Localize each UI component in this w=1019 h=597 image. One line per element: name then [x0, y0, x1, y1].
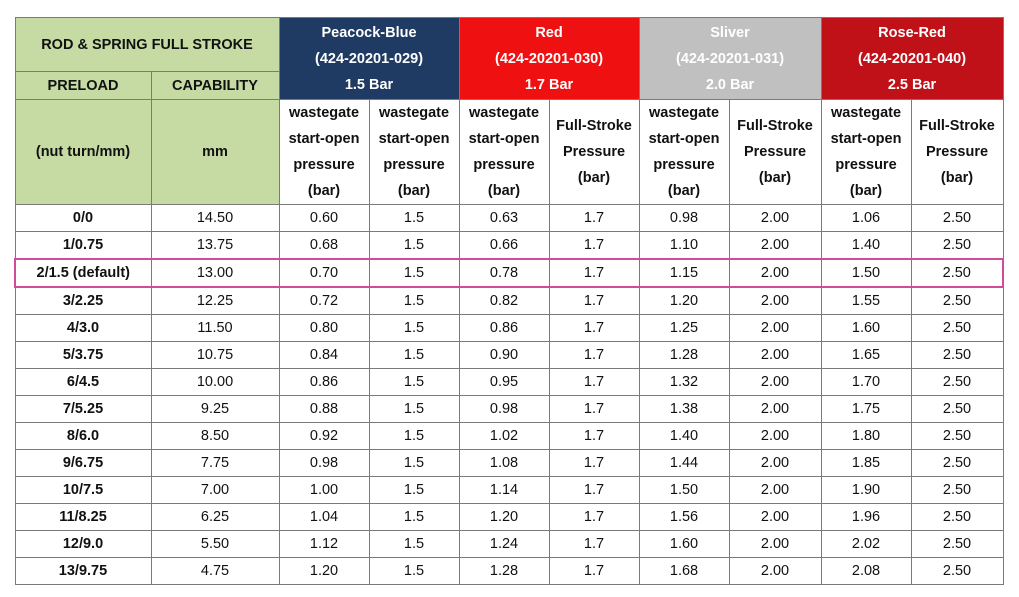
sub-header-line: Pressure: [743, 144, 807, 160]
table-row: [15, 396, 1003, 423]
group-name: Peacock-Blue: [321, 24, 417, 41]
pressure-cell: 1.20: [279, 558, 369, 585]
pressure-cell: 1.32: [639, 369, 729, 396]
pressure-cell: 0.72: [279, 287, 369, 315]
group-header-red: [459, 18, 639, 100]
sub-header: [279, 100, 369, 205]
pressure-cell: 1.65: [821, 342, 911, 369]
pressure-cell: 0.82: [459, 287, 549, 315]
capability-cell: 12.25: [151, 287, 279, 315]
preload-cell: 13/9.75: [15, 558, 151, 585]
pressure-cell: 2.50: [911, 259, 1003, 287]
sub-header-line: Pressure: [562, 144, 626, 160]
preload-cell: 8/6.0: [15, 423, 151, 450]
pressure-cell: 2.00: [729, 205, 821, 232]
table-row: [15, 315, 1003, 342]
pressure-cell: 0.60: [279, 205, 369, 232]
pressure-cell: 0.98: [639, 205, 729, 232]
preload-cell: 3/2.25: [15, 287, 151, 315]
sub-header: [821, 100, 911, 205]
pressure-cell: 1.50: [821, 259, 911, 287]
pressure-cell: 1.7: [549, 423, 639, 450]
group-bar: 1.5 Bar: [344, 76, 394, 93]
sub-header-line: Full-Stroke: [737, 118, 813, 134]
pressure-cell: 1.5: [369, 396, 459, 423]
pressure-cell: 1.7: [549, 259, 639, 287]
pressure-cell: 1.15: [639, 259, 729, 287]
preload-cell: 0/0: [15, 205, 151, 232]
pressure-cell: 2.50: [911, 396, 1003, 423]
pressure-cell: 1.40: [821, 232, 911, 260]
table-row-default: [15, 259, 1003, 287]
pressure-cell: 1.5: [369, 315, 459, 342]
table-row: [15, 205, 1003, 232]
col-preload-header: PRELOAD: [15, 72, 151, 100]
table-row: [15, 450, 1003, 477]
pressure-cell: 2.50: [911, 287, 1003, 315]
pressure-cell: 1.14: [459, 477, 549, 504]
pressure-cell: 2.50: [911, 423, 1003, 450]
unit-capability: mm: [151, 100, 279, 205]
pressure-cell: 2.50: [911, 558, 1003, 585]
sub-header-line: Full-Stroke: [919, 118, 995, 134]
capability-cell: 7.00: [151, 477, 279, 504]
pressure-cell: 1.5: [369, 558, 459, 585]
pressure-cell: 1.44: [639, 450, 729, 477]
sub-header: [369, 100, 459, 205]
pressure-cell: 1.60: [639, 531, 729, 558]
pressure-cell: 0.98: [459, 396, 549, 423]
group-name: Rose-Red: [878, 24, 946, 41]
pressure-cell: 2.00: [729, 259, 821, 287]
pressure-cell: 1.25: [639, 315, 729, 342]
pressure-cell: 1.7: [549, 396, 639, 423]
preload-cell: 7/5.25: [15, 396, 151, 423]
sub-header-line: Full-Stroke: [556, 118, 632, 134]
pressure-cell: 1.55: [821, 287, 911, 315]
sub-header: [729, 100, 821, 205]
group-bar: 2.5 Bar: [887, 76, 937, 93]
pressure-cell: 2.00: [729, 423, 821, 450]
pressure-cell: 2.50: [911, 531, 1003, 558]
pressure-cell: 1.20: [459, 504, 549, 531]
sub-header-line: pressure: [293, 157, 355, 173]
pressure-cell: 0.80: [279, 315, 369, 342]
pressure-cell: 1.7: [549, 558, 639, 585]
pressure-cell: 2.08: [821, 558, 911, 585]
pressure-cell: 0.86: [459, 315, 549, 342]
pressure-cell: 2.00: [729, 287, 821, 315]
pressure-cell: 1.7: [549, 450, 639, 477]
preload-cell: 12/9.0: [15, 531, 151, 558]
pressure-cell: 1.5: [369, 232, 459, 260]
pressure-cell: 2.00: [729, 369, 821, 396]
sub-header-line: wastegate: [468, 105, 540, 121]
pressure-cell: 0.63: [459, 205, 549, 232]
pressure-cell: 1.10: [639, 232, 729, 260]
pressure-cell: 1.70: [821, 369, 911, 396]
pressure-cell: 1.5: [369, 504, 459, 531]
sub-header-line: wastegate: [648, 105, 720, 121]
sub-header-line: wastegate: [378, 105, 450, 121]
spec-table-container: [14, 17, 1004, 585]
sub-header-line: (bar): [397, 183, 431, 199]
capability-cell: 4.75: [151, 558, 279, 585]
pressure-cell: 1.85: [821, 450, 911, 477]
table-body: [15, 205, 1003, 585]
pressure-cell: 2.50: [911, 342, 1003, 369]
pressure-cell: 2.50: [911, 477, 1003, 504]
group-header-rose-red: [821, 18, 1003, 100]
pressure-cell: 2.50: [911, 205, 1003, 232]
pressure-cell: 2.00: [729, 531, 821, 558]
capability-cell: 10.75: [151, 342, 279, 369]
pressure-cell: 1.38: [639, 396, 729, 423]
sub-header-line: start-open: [830, 131, 902, 147]
table-row: [15, 558, 1003, 585]
pressure-cell: 0.88: [279, 396, 369, 423]
sub-header-line: pressure: [473, 157, 535, 173]
pressure-cell: 1.06: [821, 205, 911, 232]
pressure-cell: 2.00: [729, 315, 821, 342]
preload-cell: 5/3.75: [15, 342, 151, 369]
capability-cell: 8.50: [151, 423, 279, 450]
pressure-cell: 1.12: [279, 531, 369, 558]
sub-header-line: (bar): [849, 183, 883, 199]
pressure-cell: 1.5: [369, 342, 459, 369]
group-header-peacock-blue: [279, 18, 459, 100]
capability-cell: 13.75: [151, 232, 279, 260]
capability-cell: 7.75: [151, 450, 279, 477]
pressure-cell: 1.50: [639, 477, 729, 504]
group-name: Sliver: [710, 24, 750, 41]
pressure-cell: 1.7: [549, 369, 639, 396]
table-row: [15, 531, 1003, 558]
pressure-cell: 2.50: [911, 369, 1003, 396]
pressure-cell: 1.5: [369, 450, 459, 477]
pressure-cell: 1.5: [369, 369, 459, 396]
preload-cell: 10/7.5: [15, 477, 151, 504]
pressure-cell: 0.78: [459, 259, 549, 287]
pressure-cell: 1.80: [821, 423, 911, 450]
sub-header-line: pressure: [383, 157, 445, 173]
pressure-cell: 1.7: [549, 504, 639, 531]
sub-header-line: wastegate: [288, 105, 360, 121]
pressure-cell: 1.20: [639, 287, 729, 315]
pressure-cell: 1.5: [369, 531, 459, 558]
unit-preload: (nut turn/mm): [15, 100, 151, 205]
pressure-cell: 2.00: [729, 342, 821, 369]
pressure-cell: 2.00: [729, 396, 821, 423]
pressure-cell: 1.7: [549, 342, 639, 369]
capability-cell: 6.25: [151, 504, 279, 531]
capability-cell: 11.50: [151, 315, 279, 342]
pressure-cell: 1.5: [369, 259, 459, 287]
sub-header: [549, 100, 639, 205]
pressure-cell: 1.5: [369, 205, 459, 232]
sub-header-line: (bar): [758, 170, 792, 186]
group-bar: 1.7 Bar: [524, 76, 574, 93]
pressure-cell: 1.5: [369, 477, 459, 504]
table-row: [15, 232, 1003, 260]
pressure-cell: 1.7: [549, 531, 639, 558]
sub-header-line: start-open: [468, 131, 540, 147]
pressure-cell: 1.7: [549, 315, 639, 342]
spec-table: [14, 17, 1004, 585]
pressure-cell: 1.96: [821, 504, 911, 531]
table-row: [15, 369, 1003, 396]
pressure-cell: 1.04: [279, 504, 369, 531]
pressure-cell: 2.00: [729, 558, 821, 585]
sub-header: [911, 100, 1003, 205]
pressure-cell: 1.56: [639, 504, 729, 531]
capability-cell: 9.25: [151, 396, 279, 423]
pressure-cell: 0.98: [279, 450, 369, 477]
table-row: [15, 287, 1003, 315]
group-code: (424-20201-040): [858, 50, 967, 67]
pressure-cell: 1.7: [549, 205, 639, 232]
pressure-cell: 1.08: [459, 450, 549, 477]
pressure-cell: 1.40: [639, 423, 729, 450]
sub-header-line: start-open: [378, 131, 450, 147]
sub-header: [639, 100, 729, 205]
table-row: [15, 477, 1003, 504]
group-code: (424-20201-029): [315, 50, 424, 67]
table-row: [15, 423, 1003, 450]
pressure-cell: 1.00: [279, 477, 369, 504]
pressure-cell: 1.24: [459, 531, 549, 558]
col-capability-header: CAPABILITY: [151, 72, 279, 100]
sub-header-line: (bar): [577, 170, 611, 186]
pressure-cell: 1.02: [459, 423, 549, 450]
group-bar: 2.0 Bar: [705, 76, 755, 93]
capability-cell: 13.00: [151, 259, 279, 287]
preload-cell: 9/6.75: [15, 450, 151, 477]
sub-header-line: pressure: [653, 157, 715, 173]
pressure-cell: 0.95: [459, 369, 549, 396]
pressure-cell: 2.00: [729, 232, 821, 260]
sub-header-line: (bar): [487, 183, 521, 199]
sub-header-line: pressure: [835, 157, 897, 173]
sub-header-line: start-open: [288, 131, 360, 147]
sub-header: [459, 100, 549, 205]
sub-header-line: start-open: [648, 131, 720, 147]
capability-cell: 14.50: [151, 205, 279, 232]
table-row: [15, 342, 1003, 369]
group-header-sliver: [639, 18, 821, 100]
pressure-cell: 1.7: [549, 232, 639, 260]
pressure-cell: 1.90: [821, 477, 911, 504]
sub-header-line: (bar): [940, 170, 974, 186]
sub-header-line: (bar): [667, 183, 701, 199]
preload-cell: 2/1.5 (default): [15, 259, 151, 287]
pressure-cell: 2.02: [821, 531, 911, 558]
pressure-cell: 1.7: [549, 477, 639, 504]
pressure-cell: 2.00: [729, 504, 821, 531]
pressure-cell: 1.28: [459, 558, 549, 585]
pressure-cell: 1.5: [369, 287, 459, 315]
pressure-cell: 1.7: [549, 287, 639, 315]
pressure-cell: 1.28: [639, 342, 729, 369]
pressure-cell: 1.68: [639, 558, 729, 585]
pressure-cell: 0.68: [279, 232, 369, 260]
pressure-cell: 0.70: [279, 259, 369, 287]
pressure-cell: 2.50: [911, 232, 1003, 260]
pressure-cell: 2.50: [911, 504, 1003, 531]
sub-header-line: (bar): [307, 183, 341, 199]
table-title: ROD & SPRING FULL STROKE: [15, 18, 279, 72]
sub-header-line: wastegate: [830, 105, 902, 121]
pressure-cell: 2.00: [729, 477, 821, 504]
pressure-cell: 0.84: [279, 342, 369, 369]
pressure-cell: 1.75: [821, 396, 911, 423]
preload-cell: 1/0.75: [15, 232, 151, 260]
table-row: [15, 504, 1003, 531]
pressure-cell: 0.66: [459, 232, 549, 260]
pressure-cell: 2.00: [729, 450, 821, 477]
pressure-cell: 2.50: [911, 450, 1003, 477]
pressure-cell: 1.60: [821, 315, 911, 342]
pressure-cell: 0.92: [279, 423, 369, 450]
sub-header-line: Pressure: [925, 144, 989, 160]
preload-cell: 4/3.0: [15, 315, 151, 342]
group-name: Red: [535, 24, 563, 41]
group-code: (424-20201-030): [495, 50, 604, 67]
group-code: (424-20201-031): [676, 50, 785, 67]
preload-cell: 11/8.25: [15, 504, 151, 531]
pressure-cell: 0.90: [459, 342, 549, 369]
capability-cell: 5.50: [151, 531, 279, 558]
capability-cell: 10.00: [151, 369, 279, 396]
pressure-cell: 0.86: [279, 369, 369, 396]
pressure-cell: 1.5: [369, 423, 459, 450]
pressure-cell: 2.50: [911, 315, 1003, 342]
preload-cell: 6/4.5: [15, 369, 151, 396]
